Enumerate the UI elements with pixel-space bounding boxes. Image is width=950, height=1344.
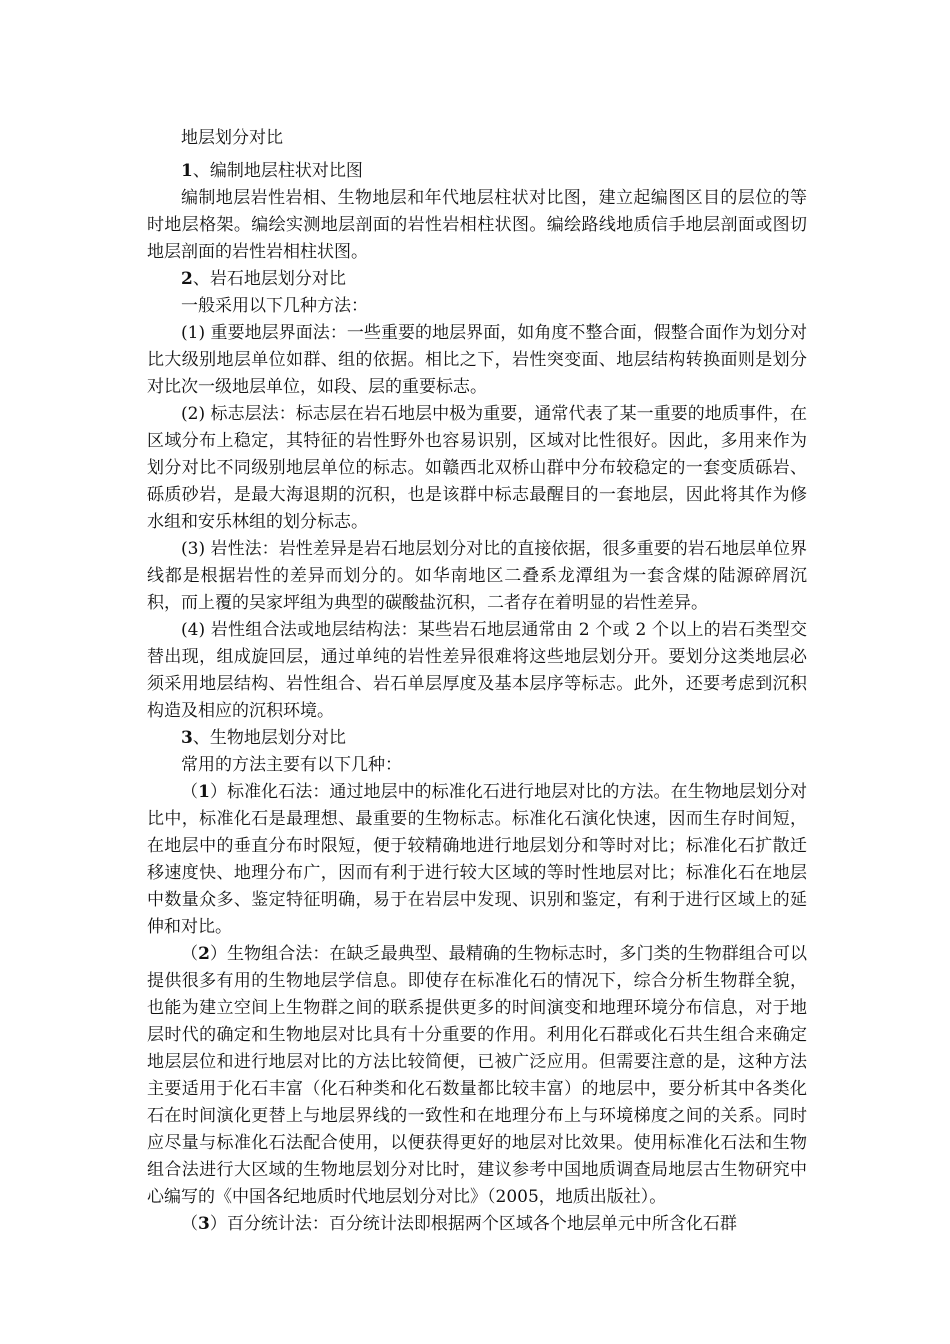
section-heading-text: 、生物地层划分对比 bbox=[192, 728, 346, 748]
method-number: 3 bbox=[198, 1214, 210, 1234]
document-title: 地层划分对比 bbox=[181, 128, 283, 148]
method-text: ）生物组合法：在缺乏最典型、最精确的生物标志时，多门类的生物群组合可以提供很多有用的生物地层学信息。即使存在标准化石的情况下，综合分析生物群全貌，也能为建立空间上生物群之间的联系提供更多的时间演变和地理环境分布信息，对于地层时代的确定和生物地层对比具有十分重要的作用。利用化石群或化石共生组合来确定地层层位和进行地层对比的方法比较简便，已被广泛应用。但需要注意的是，这种方法主要适用于化石丰富（化石种类和化石数量都比较丰富）的地层中，要分析其中各类化石在时间演化更替上与地层界线的一致性和在地理分布上与环境梯度之间的关系。同时应尽量与标准化石法配合使用，以便获得更好的地层对比效果。使用标准化石法和生物组合法进行大区域的生物地层划分对比时，建议参考中国地质调查局地层古生物研究中心编写的《中国各纪地质时代地层划分对比》（2005，地质出版社）。 bbox=[147, 944, 808, 1207]
paragraph: 常用的方法主要有以下几种： bbox=[181, 755, 402, 775]
paren-open: （ bbox=[181, 782, 199, 802]
method-paragraph-3 bbox=[147, 1211, 807, 1238]
paren-open: （ bbox=[181, 944, 199, 964]
document-page bbox=[147, 124, 807, 1238]
method-text: ）标准化石法：通过地层中的标准化石进行地层对比的方法。在生物地层划分对比中，标准化石是最理想、最重要的生物标志。标准化石演化快速，因而生存时间短，在地层中的垂直分布时限短，便于较精确地进行地层划分和等时对比；标准化石扩散迁移速度快、地理分布广，因而有利于进行较大区域的等时性地层对比；标准化石在地层中数量众多、鉴定特征明确，易于在岩层中发现、识别和鉴定，有利于进行区域上的延伸和对比。 bbox=[147, 782, 808, 937]
section-number: 2 bbox=[181, 269, 193, 289]
paragraph: (2) 标志层法：标志层在岩石地层中极为重要，通常代表了某一重要的地质事件，在区域分布上稳定，其特征的岩性野外也容易识别，区域对比性很好。因此，多用来作为划分对比不同级别地层单位的标志。如赣西北双桥山群中分布较稳定的一套变质砾岩、砾质砂岩，是最大海退期的沉积，也是该群中标志最醒目的一套地层，因此将其作为修水组和安乐林组的划分标志。 bbox=[147, 404, 807, 532]
section-number: 3 bbox=[181, 728, 193, 748]
section-heading-3 bbox=[147, 725, 807, 752]
paragraph: (1) 重要地层界面法：一些重要的地层界面，如角度不整合面，假整合面作为划分对比大级别地层单位如群、组的依据。相比之下，岩性突变面、地层结构转换面则是划分对比次一级地层单位，如段、层的重要标志。 bbox=[147, 323, 807, 397]
paragraph: (4) 岩性组合法或地层结构法：某些岩石地层通常由 2 个或 2 个以上的岩石类型交替出现，组成旋回层，通过单纯的岩性差异很难将这些地层划分开。要划分这类地层必须采用地层结构、岩性组合、岩石单层厚度及基本层序等标志。此外，还要考虑到沉积构造及相应的沉积环境。 bbox=[147, 620, 807, 721]
section-number: 1 bbox=[181, 161, 193, 181]
method-number: 1 bbox=[198, 782, 210, 802]
section-heading-2 bbox=[147, 266, 807, 293]
section-heading-1 bbox=[147, 158, 807, 185]
section-heading-text: 、编制地层柱状对比图 bbox=[192, 161, 363, 181]
method-text: ）百分统计法：百分统计法即根据两个区域各个地层单元中所含化石群 bbox=[209, 1214, 737, 1234]
method-number: 2 bbox=[198, 944, 210, 964]
method-paragraph-2 bbox=[147, 941, 807, 1211]
paren-open: （ bbox=[181, 1214, 198, 1234]
paragraph: (3) 岩性法：岩性差异是岩石地层划分对比的直接依据，很多重要的岩石地层单位界线都是根据岩性的差异而划分的。如华南地区二叠系龙潭组为一套含煤的陆源碎屑沉积，而上覆的吴家坪组为典型的碳酸盐沉积，二者存在着明显的岩性差异。 bbox=[147, 539, 807, 613]
section-heading-text: 、岩石地层划分对比 bbox=[192, 269, 346, 289]
paragraph: 一般采用以下几种方法： bbox=[181, 296, 368, 316]
method-paragraph-1 bbox=[147, 779, 807, 941]
paragraph: 编制地层岩性岩相、生物地层和年代地层柱状对比图，建立起编图区目的层位的等时地层格架。编绘实测地层剖面的岩性岩相柱状图。编绘路线地质信手地层剖面或图切地层剖面的岩性岩相柱状图。 bbox=[147, 188, 807, 262]
